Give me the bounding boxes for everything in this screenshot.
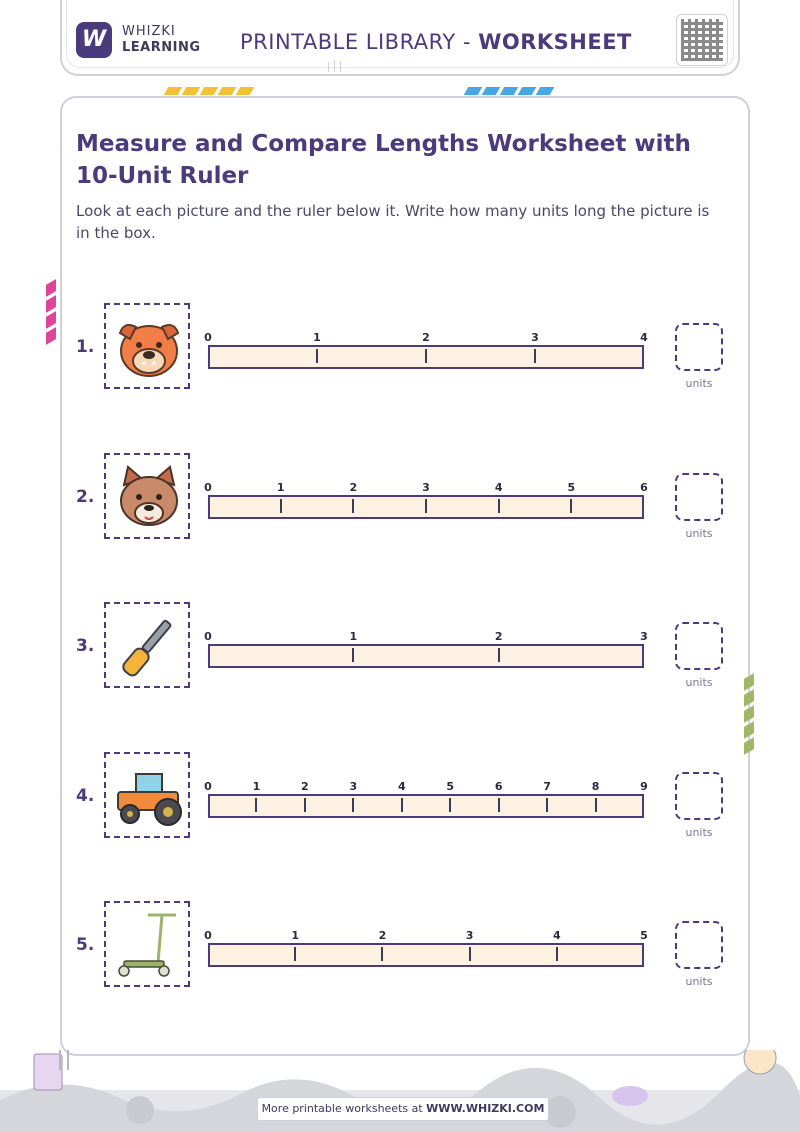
ruler-tick-label: 3 xyxy=(422,480,430,494)
ruler xyxy=(204,327,648,377)
problem-number: 4. xyxy=(76,785,95,806)
ruler-tick-label: 1 xyxy=(276,480,285,494)
ruler-tick-label: 4 xyxy=(494,480,503,494)
ruler-tick xyxy=(595,798,597,812)
header-title xyxy=(240,30,632,54)
answer-box[interactable] xyxy=(675,772,723,820)
header-title-bold: WORKSHEET xyxy=(478,30,632,54)
ruler-tick xyxy=(294,947,296,961)
answer-box[interactable] xyxy=(675,473,723,521)
units-label: units xyxy=(685,825,713,839)
ruler-tick xyxy=(498,648,500,662)
answer-box[interactable] xyxy=(675,323,723,371)
ruler-tick xyxy=(255,798,257,812)
units-label: units xyxy=(685,526,713,540)
ruler-tick xyxy=(469,947,471,961)
logo-line2: LEARNING xyxy=(122,40,201,55)
ruler-tick xyxy=(498,499,500,513)
ruler xyxy=(204,477,648,527)
ruler-tick xyxy=(352,499,354,513)
ruler-tick-label: 3 xyxy=(640,630,648,643)
ruler-tick-label: 3 xyxy=(531,331,539,344)
ruler-tick-label: 9 xyxy=(640,779,648,793)
picture-box xyxy=(104,602,190,688)
ruler-tick xyxy=(534,349,536,363)
problem-3 xyxy=(0,602,800,692)
ruler-tick-label: 1 xyxy=(349,630,358,643)
ruler-tick-label: 3 xyxy=(349,779,358,793)
ruler-tick xyxy=(425,499,427,513)
ruler-bar xyxy=(208,644,644,668)
problem-number: 5. xyxy=(76,935,95,955)
ruler-bar xyxy=(208,794,644,818)
blue-stripes-decoration xyxy=(466,80,556,90)
ruler-tick-label: 2 xyxy=(494,630,503,643)
header-divider xyxy=(340,62,341,72)
ruler-tick-label: 2 xyxy=(422,331,430,344)
answer-box[interactable] xyxy=(675,622,723,670)
ruler-tick-label: 2 xyxy=(301,779,309,793)
ruler-tick-label: 4 xyxy=(640,331,648,344)
logo-line1: WHIZKI xyxy=(122,24,176,39)
ruler-tick xyxy=(280,499,282,513)
ruler-bar xyxy=(208,943,644,967)
header-divider xyxy=(334,60,335,72)
ruler-tick-label: 5 xyxy=(567,480,576,494)
ruler-tick-label: 0 xyxy=(204,929,212,942)
ruler-tick-label: 5 xyxy=(446,779,455,793)
problem-4 xyxy=(0,752,800,842)
ruler-tick-label: 0 xyxy=(204,630,212,643)
ruler xyxy=(204,776,648,826)
ruler-tick-label: 3 xyxy=(465,929,474,942)
ruler-tick-label: 0 xyxy=(204,779,212,793)
problem-number: 2. xyxy=(76,486,95,507)
ruler-tick xyxy=(381,947,383,961)
worksheet-title: Measure and Compare Lengths Worksheet with 10-Unit Ruler xyxy=(76,131,691,189)
ruler-tick-label: 0 xyxy=(204,331,212,344)
ruler-tick xyxy=(556,947,558,961)
units-label: units xyxy=(685,975,713,988)
ruler xyxy=(204,626,648,676)
ruler-tick-label: 4 xyxy=(397,779,406,793)
answer-box[interactable] xyxy=(675,921,723,969)
ruler-tick-label: 8 xyxy=(591,779,600,793)
ruler-tick-label: 6 xyxy=(640,480,648,494)
picture-box xyxy=(104,901,190,987)
ruler-tick xyxy=(546,798,548,812)
whizki-logo-icon[interactable]: W xyxy=(76,22,112,58)
ruler-tick-label: 7 xyxy=(543,779,551,793)
yellow-stripes-decoration xyxy=(166,80,256,90)
problem-2 xyxy=(0,453,800,543)
ruler-tick-label: 4 xyxy=(552,929,561,942)
ruler-tick-label: 6 xyxy=(494,779,503,793)
ruler-tick xyxy=(316,349,318,363)
picture-box xyxy=(104,752,190,838)
problem-number: 3. xyxy=(76,636,95,656)
ruler-tick xyxy=(498,798,500,812)
footer-link[interactable] xyxy=(257,1097,549,1121)
ruler-tick-label: 5 xyxy=(640,929,648,942)
units-label: units xyxy=(685,377,713,390)
footer-url[interactable]: WWW.WHIZKI.COM xyxy=(426,1102,545,1115)
ruler xyxy=(204,925,648,975)
ruler-tick xyxy=(352,798,354,812)
ruler-tick xyxy=(401,798,403,812)
footer-text-prefix: More printable worksheets at xyxy=(261,1102,427,1115)
header-divider xyxy=(328,62,329,72)
qr-code-icon[interactable] xyxy=(676,14,728,66)
ruler-tick xyxy=(570,499,572,513)
logo-wordmark[interactable] xyxy=(122,24,201,56)
ruler-tick xyxy=(425,349,427,363)
ruler-tick-label: 0 xyxy=(204,480,212,494)
problem-number: 1. xyxy=(76,337,95,357)
picture-box xyxy=(104,303,190,389)
ruler-tick-label: 2 xyxy=(349,480,358,494)
picture-box xyxy=(104,453,190,539)
ruler-tick-label: 1 xyxy=(252,779,261,793)
problem-5 xyxy=(0,901,800,991)
ruler-tick xyxy=(449,798,451,812)
problem-1 xyxy=(0,303,800,393)
ruler-tick-label: 1 xyxy=(313,331,321,344)
worksheet-instructions: Look at each picture and the ruler below it. Write how many units long the picture is in the box. xyxy=(76,202,710,242)
ruler-tick xyxy=(352,648,354,662)
header-title-prefix: PRINTABLE LIBRARY - xyxy=(240,30,479,54)
units-label: units xyxy=(685,676,713,689)
ruler-tick-label: 1 xyxy=(291,929,300,942)
ruler-tick-label: 2 xyxy=(378,929,387,942)
ruler-tick xyxy=(304,798,306,812)
